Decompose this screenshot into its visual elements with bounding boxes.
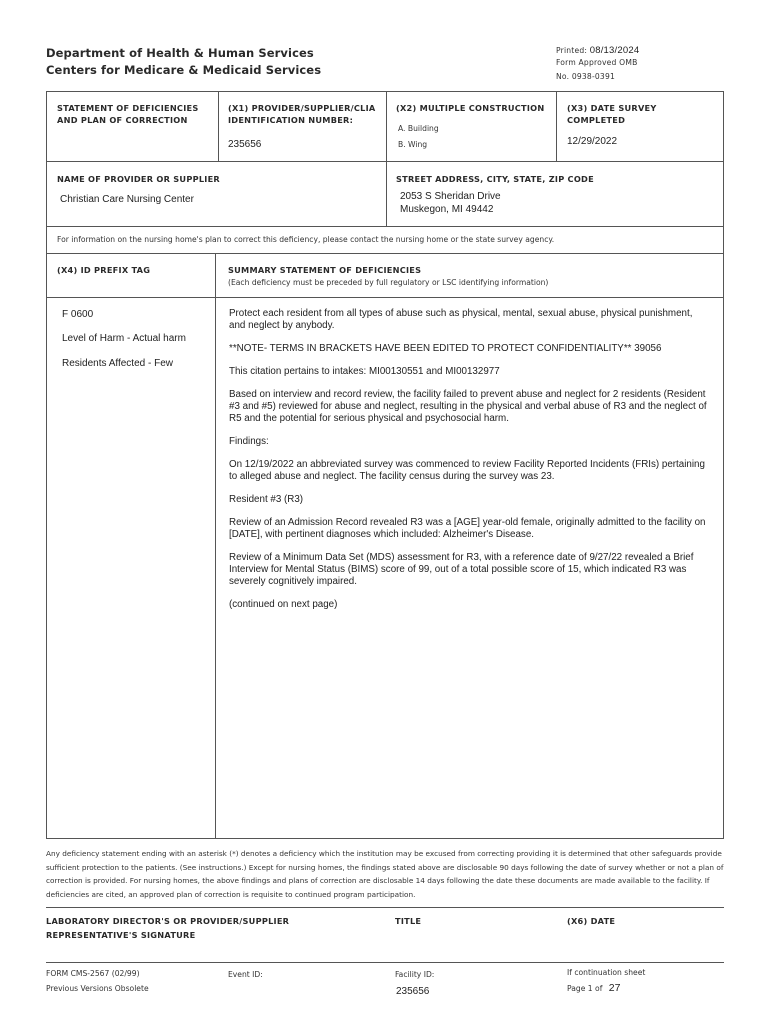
signature-label-line1: LABORATORY DIRECTOR'S OR PROVIDER/SUPPLIER xyxy=(46,916,290,926)
deficiency-paragraph: Findings: xyxy=(229,436,269,448)
deficiency-paragraph: Review of an Admission Record revealed R3 was a [AGE] year-old female, originally admitted to the facility on [DATE], with pertinent diagnoses which included: Alzheimer's Disease. xyxy=(229,516,706,541)
form-approved: Form Approved OMB xyxy=(556,58,638,67)
deficiency-paragraph: Review of a Minimum Data Set (MDS) assessment for R3, with a reference date of 9/27/22 revealed a Brief Interview for Mental Status (BIMS) score of 99, out of a total possible score of 15, which indicated R3 was severely cognitively impaired. xyxy=(229,551,694,588)
level-of-harm: Level of Harm - Actual harm xyxy=(62,333,186,344)
x1-label-line1: (X1) PROVIDER/SUPPLIER/CLIA xyxy=(228,103,376,113)
page-indicator xyxy=(567,982,620,994)
deficiency-paragraph: This citation pertains to intakes: MI00130551 and MI00132977 xyxy=(229,365,500,377)
x2-label: (X2) MULTIPLE CONSTRUCTION xyxy=(396,103,545,113)
divider xyxy=(46,161,724,162)
omb-number: No. 0938-0391 xyxy=(556,72,616,81)
centers-title: Centers for Medicare & Medicaid Services xyxy=(46,63,322,77)
x3-label-line1: (X3) DATE SURVEY xyxy=(567,103,657,113)
divider xyxy=(386,91,387,161)
statement-label-line2: AND PLAN OF CORRECTION xyxy=(57,115,188,125)
deficiency-paragraph: Resident #3 (R3) xyxy=(229,493,304,505)
deficiency-paragraph: On 12/19/2022 an abbreviated survey was commenced to review Facility Reported Incidents (FRIs) pertaining to alleged abuse and neglect. The facility census during the survey was 23. xyxy=(229,458,705,483)
deficiency-paragraph: Protect each resident from all types of abuse such as physical, mental, sexual abuse, physical punishment, and neglect by anybody. xyxy=(229,308,693,332)
x1-label-line2: IDENTIFICATION NUMBER: xyxy=(228,115,354,125)
provider-label: NAME OF PROVIDER OR SUPPLIER xyxy=(57,174,220,184)
title-label: TITLE xyxy=(395,916,422,926)
statement-label-line1: STATEMENT OF DEFICIENCIES xyxy=(57,103,199,113)
tag-code: F 0600 xyxy=(62,309,94,320)
form-number: FORM CMS-2567 (02/99) xyxy=(46,969,140,978)
prefix-tag-label: (X4) ID PREFIX TAG xyxy=(57,265,151,275)
divider xyxy=(46,226,724,227)
continuation-label: If continuation sheet xyxy=(567,968,646,977)
signature-label xyxy=(46,915,289,941)
signature-label-line2: REPRESENTATIVE'S SIGNATURE xyxy=(46,930,196,940)
divider xyxy=(386,161,387,226)
summary-sublabel: (Each deficiency must be preceded by full regulatory or LSC identifying information) xyxy=(228,278,549,287)
event-id-label: Event ID: xyxy=(228,970,263,979)
facility-id-value: 235656 xyxy=(396,986,430,997)
obsolete-note: Previous Versions Obsolete xyxy=(46,984,149,993)
provider-name: Christian Care Nursing Center xyxy=(60,194,194,205)
x3-label-line2: COMPLETED xyxy=(567,115,626,125)
x3-value: 12/29/2022 xyxy=(567,136,618,147)
printed-date: 08/13/2024 xyxy=(589,45,640,56)
divider xyxy=(556,91,557,161)
x1-label xyxy=(228,102,376,126)
x2-wing: B. Wing xyxy=(398,140,428,149)
divider xyxy=(46,962,724,963)
facility-id-label: Facility ID: xyxy=(395,970,435,979)
disclaimer: Any deficiency statement ending with an asterisk (*) denotes a deficiency which the institution may be excused from correcting providing it is determined that other safeguards provide sufficient protection to the patients. (See instructions.) Except for nursing homes, the findings stated above are disclosable 90 days following the date of survey whether or not a plan of correction is provided. For nursing homes, the above findings and plans of correction are disclosable 14 days following the date these documents are made available to the facility. If deficiencies are cited, an approved plan of correction is requisite to continued program participation. xyxy=(46,849,724,899)
divider xyxy=(46,907,724,908)
date-label: (X6) DATE xyxy=(567,916,616,926)
divider xyxy=(46,297,724,298)
page-total: 27 xyxy=(608,982,621,994)
divider xyxy=(46,253,724,254)
residents-affected: Residents Affected - Few xyxy=(62,358,173,369)
address-label: STREET ADDRESS, CITY, STATE, ZIP CODE xyxy=(396,174,594,184)
statement-label xyxy=(57,102,198,126)
department-title: Department of Health & Human Services xyxy=(46,46,314,60)
continued-note: (continued on next page) xyxy=(229,599,338,611)
summary-label: SUMMARY STATEMENT OF DEFICIENCIES xyxy=(228,265,422,275)
deficiency-paragraph: Based on interview and record review, the facility failed to prevent abuse and neglect for 2 residents (Resident #3 and #5) reviewed for abuse and neglect, resulting in the physical and verbal abuse of R3 and the neglect of R5 and the potential for serious physical and psychosocial harm. xyxy=(229,388,707,425)
x2-building: A. Building xyxy=(398,124,439,133)
info-line: For information on the nursing home's plan to correct this deficiency, please contact the nursing home or the state survey agency. xyxy=(57,235,555,244)
divider xyxy=(215,253,216,839)
address-line1: 2053 S Sheridan Drive xyxy=(400,191,501,202)
deficiency-paragraph: **NOTE- TERMS IN BRACKETS HAVE BEEN EDITED TO PROTECT CONFIDENTIALITY** 39056 xyxy=(229,343,662,355)
deficiency-body xyxy=(229,308,711,622)
printed-label: Printed: xyxy=(556,46,588,55)
x1-value: 235656 xyxy=(228,139,262,150)
page-label: Page 1 of xyxy=(567,984,603,993)
x3-label xyxy=(567,102,657,126)
address-line2: Muskegon, MI 49442 xyxy=(400,204,494,215)
divider xyxy=(218,91,219,161)
printed-line xyxy=(556,45,639,56)
